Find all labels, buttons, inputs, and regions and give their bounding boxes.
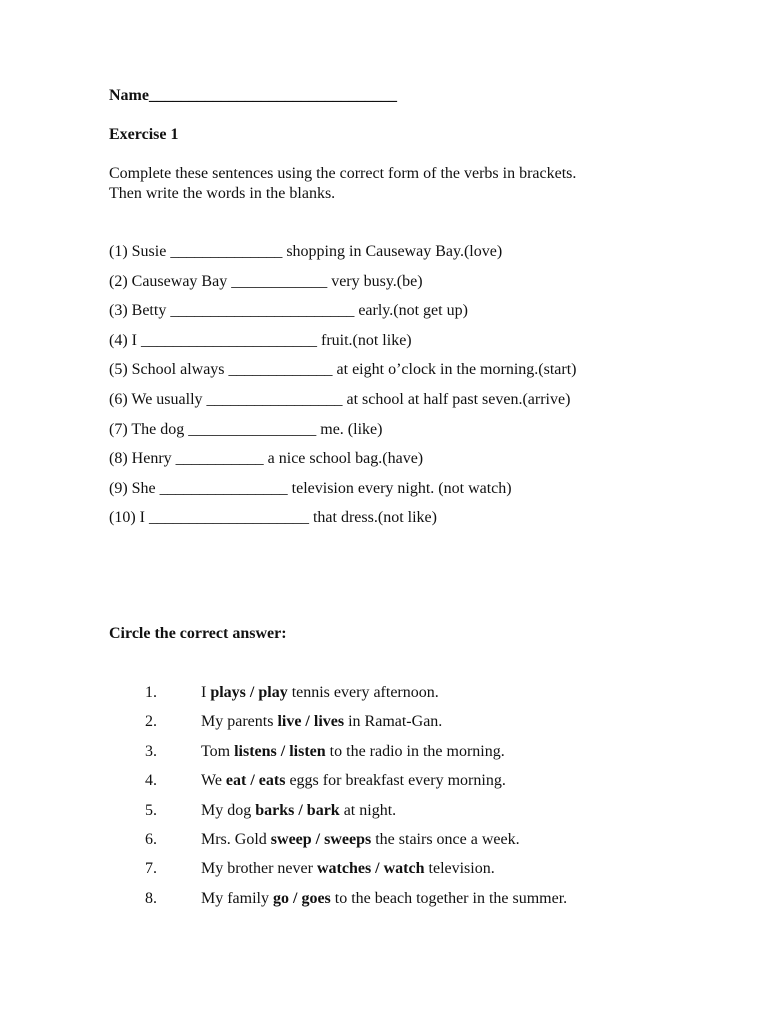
item-number: 2.: [145, 713, 157, 731]
item-text-before: My parents: [201, 713, 278, 731]
fill-in-item: (1) Susie ______________ shopping in Causeway Bay.(love): [109, 243, 503, 260]
item-text-after: tennis every afternoon.: [287, 684, 439, 701]
item-choice: plays / play: [210, 684, 288, 701]
circle-item: [145, 712, 567, 741]
fill-in-item: (7) The dog ________________ me. (like): [109, 420, 383, 438]
fill-in-item: (3) Betty _______________________ early.(not get up): [109, 302, 468, 320]
item-text-after: to the radio in the morning.: [325, 742, 505, 760]
fill-in-item: (5) School always _____________ at eight o’clock in the morning.(start): [109, 361, 577, 379]
item-text-after: at night.: [339, 801, 397, 819]
item-text-after: eggs for breakfast every morning.: [285, 772, 506, 790]
circle-item: [145, 683, 567, 712]
item-text: [201, 830, 520, 859]
item-number: 6.: [145, 830, 157, 848]
item-choice: eat / eats: [225, 772, 286, 790]
item-choice: listens / listen: [234, 742, 326, 760]
item-choice: go / goes: [273, 889, 331, 907]
fill-in-item: (9) She ________________ television every night. (not watch): [109, 479, 512, 497]
item-number: 7.: [145, 860, 157, 878]
item-text: [201, 742, 505, 771]
item-text-after: in Ramat-Gan.: [344, 713, 443, 731]
item-number: 5.: [145, 801, 157, 819]
name-field-line: Name_______________________________: [109, 87, 397, 104]
item-text-after: television.: [424, 860, 495, 878]
item-number: 1.: [145, 684, 157, 701]
item-text-before: My family: [201, 889, 273, 907]
instructions: [109, 164, 576, 204]
item-number: 8.: [145, 889, 157, 907]
fill-in-item: (8) Henry ___________ a nice school bag.(have): [109, 450, 424, 468]
item-choice: live / lives: [277, 713, 345, 731]
item-number: 3.: [145, 742, 157, 760]
item-text: [201, 683, 439, 712]
item-choice: barks / bark: [255, 801, 340, 819]
circle-item: [145, 889, 567, 918]
circle-item: [145, 859, 567, 888]
item-choice: sweep / sweeps: [270, 830, 372, 848]
item-text: [201, 889, 567, 918]
item-text-before: Tom: [201, 742, 235, 760]
exercise-title: Exercise 1: [109, 126, 179, 143]
fill-in-item: (10) I ____________________ that dress.(not like): [109, 509, 437, 527]
item-choice: watches / watch: [316, 860, 425, 878]
circle-item: [145, 830, 567, 859]
item-text-after: the stairs once a week.: [371, 830, 520, 848]
fill-in-item: (4) I ______________________ fruit.(not like): [109, 331, 412, 349]
fill-in-list: [109, 242, 576, 538]
item-text-after: to the beach together in the summer.: [330, 889, 568, 907]
circle-item: [145, 801, 567, 830]
fill-in-item: (2) Causeway Bay ____________ very busy.(be): [109, 272, 423, 290]
item-text-before: My brother never: [201, 860, 317, 878]
circle-item: [145, 771, 567, 800]
item-text-before: My dog: [201, 801, 256, 819]
item-number: 4.: [145, 772, 157, 790]
circle-section-title: Circle the correct answer:: [109, 625, 287, 642]
instructions-line-1: Complete these sentences using the correct form of the verbs in brackets.: [109, 165, 577, 182]
item-text: [201, 801, 396, 830]
item-text-before: We: [201, 772, 226, 790]
item-text-before: I: [201, 684, 211, 701]
circle-answer-list: [145, 683, 567, 918]
fill-in-item: (6) We usually _________________ at school at half past seven.(arrive): [109, 390, 571, 408]
item-text-before: Mrs. Gold: [201, 830, 271, 848]
item-text: [201, 712, 442, 741]
item-text: [201, 771, 506, 800]
instructions-line-2: Then write the words in the blanks.: [109, 185, 336, 202]
circle-item: [145, 742, 567, 771]
item-text: [201, 859, 495, 888]
